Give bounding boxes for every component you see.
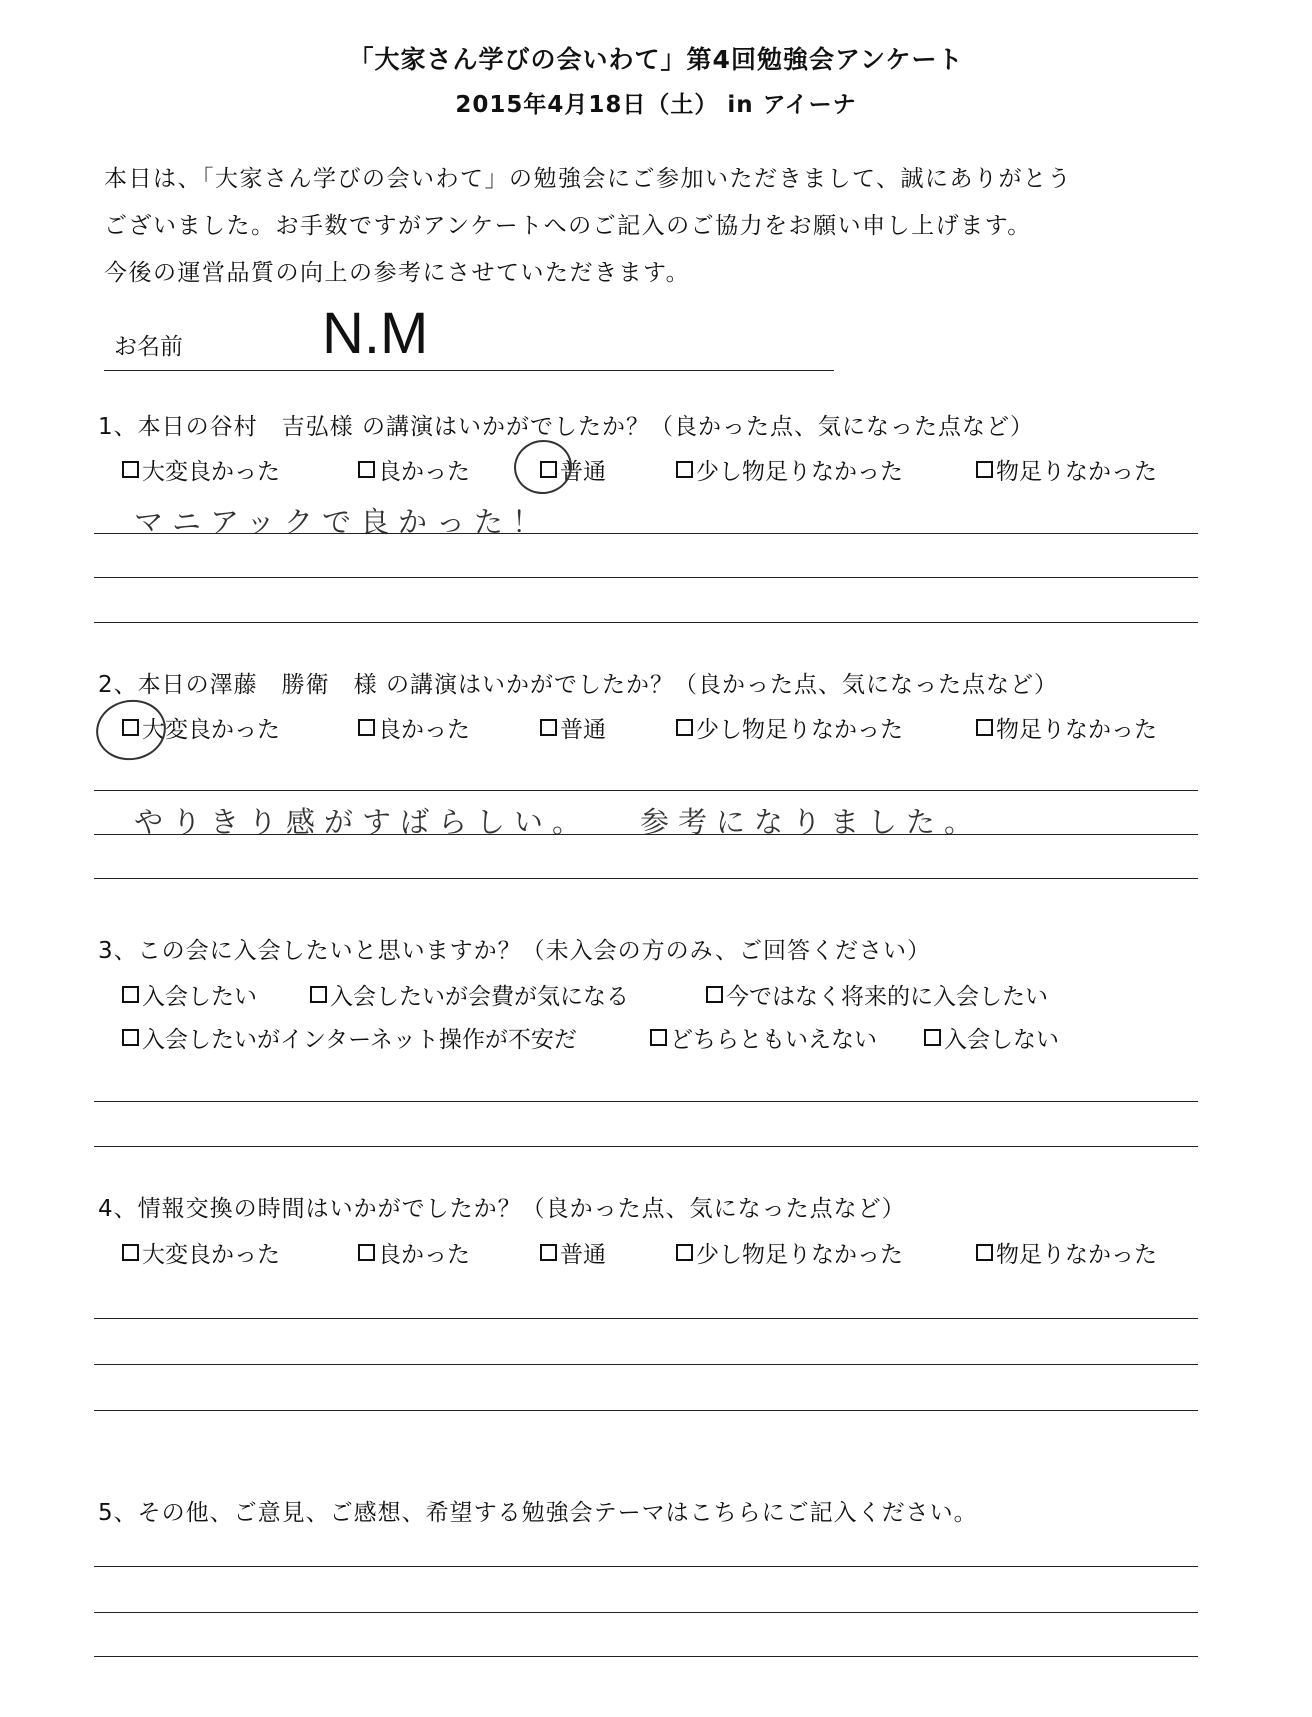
name-value[interactable]: N.M [322,301,429,366]
checkbox-icon [122,1029,139,1046]
intro-line-3: 今後の運営品質の向上の参考にさせていただきます。 [104,260,691,286]
answer-line [94,1364,1198,1365]
q2-option-3[interactable]: 普通 [540,711,606,744]
intro-line-2: ございました。お手数ですがアンケートへのご記入のご協力をお願い申し上げます。 [104,213,1032,239]
q2-text: 2、本日の澤藤 勝衛 様 の講演はいかがでしたか？（良かった点、気になった点など） [98,672,1058,698]
q1-option-4[interactable]: 少し物足りなかった [676,453,903,486]
q2-handwritten-answer-2[interactable]: 参考になりました。 [640,805,983,839]
checkbox-icon [706,986,723,1003]
checkbox-icon [122,461,139,478]
q3-option-4[interactable]: 入会したいがインターネット操作が不安だ [122,1021,577,1054]
q1-option-5[interactable]: 物足りなかった [976,453,1157,486]
answer-line [94,577,1198,578]
checkbox-icon [676,1244,693,1261]
selection-circle-mark [91,694,170,765]
checkbox-icon [976,719,993,736]
checkbox-icon [310,986,327,1003]
q4-option-5[interactable]: 物足りなかった [976,1236,1157,1269]
checkbox-icon [358,461,375,478]
checkbox-icon [122,986,139,1003]
q3-text: 3、この会に入会したいと思いますか？（未入会の方のみ、ご回答ください） [98,938,932,964]
q3-option-2[interactable]: 入会したいが会費が気になる [310,978,629,1011]
checkbox-icon [676,461,693,478]
q3-option-6[interactable]: 入会しない [924,1021,1059,1054]
checkbox-icon [122,1244,139,1261]
checkbox-icon [358,719,375,736]
q4-option-1[interactable]: 大変良かった [122,1236,280,1269]
name-label: お名前 [114,334,183,360]
answer-line [94,1410,1198,1411]
q2-option-5[interactable]: 物足りなかった [976,711,1157,744]
checkbox-icon [676,719,693,736]
checkbox-icon [924,1029,941,1046]
checkbox-icon [540,1244,557,1261]
survey-date: 2015年4月18日（土） in アイーナ [455,92,857,118]
q1-handwritten-answer[interactable]: マニアックで良かった！ [134,505,550,539]
answer-line [94,1101,1198,1102]
q1-option-1[interactable]: 大変良かった [122,453,280,486]
q4-option-4[interactable]: 少し物足りなかった [676,1236,903,1269]
answer-line [94,834,1198,835]
intro-line-1: 本日は、「大家さん学びの会いわて」の勉強会にご参加いただきまして、誠にありがとう [104,166,1073,192]
q5-text: 5、その他、ご意見、ご感想、希望する勉強会テーマはこちらにご記入ください。 [98,1500,978,1526]
q3-option-3[interactable]: 今ではなく将来的に入会したい [706,978,1048,1011]
checkbox-icon [540,719,557,736]
q3-option-1[interactable]: 入会したい [122,978,257,1011]
name-underline [104,370,834,371]
q1-text: 1、本日の谷村 吉弘様 の講演はいかがでしたか？（良かった点、気になった点など） [98,414,1034,440]
checkbox-icon [358,1244,375,1261]
answer-line [94,1146,1198,1147]
q2-handwritten-answer-1[interactable]: やりきり感がすばらしい。 [134,805,591,839]
q4-text: 4、情報交換の時間はいかがでしたか？（良かった点、気になった点など） [98,1196,906,1222]
q2-option-1[interactable]: 大変良かった [122,711,280,744]
checkbox-icon [650,1029,667,1046]
q3-option-5[interactable]: どちらともいえない [650,1021,877,1054]
q4-option-2[interactable]: 良かった [358,1236,470,1269]
q1-option-2[interactable]: 良かった [358,453,470,486]
answer-line [94,533,1198,534]
answer-line [94,1566,1198,1567]
answer-line [94,1318,1198,1319]
answer-line [94,878,1198,879]
answer-line [94,1656,1198,1657]
survey-title: 「大家さん学びの会いわて」第4回勉強会アンケート [348,45,964,74]
q2-option-2[interactable]: 良かった [358,711,470,744]
checkbox-icon [976,1244,993,1261]
answer-line [94,790,1198,791]
checkbox-icon [976,461,993,478]
answer-line [94,1612,1198,1613]
selection-circle-mark [511,436,576,498]
answer-line [94,622,1198,623]
q1-option-3[interactable]: 普通 [540,453,606,486]
q4-option-3[interactable]: 普通 [540,1236,606,1269]
q2-option-4[interactable]: 少し物足りなかった [676,711,903,744]
